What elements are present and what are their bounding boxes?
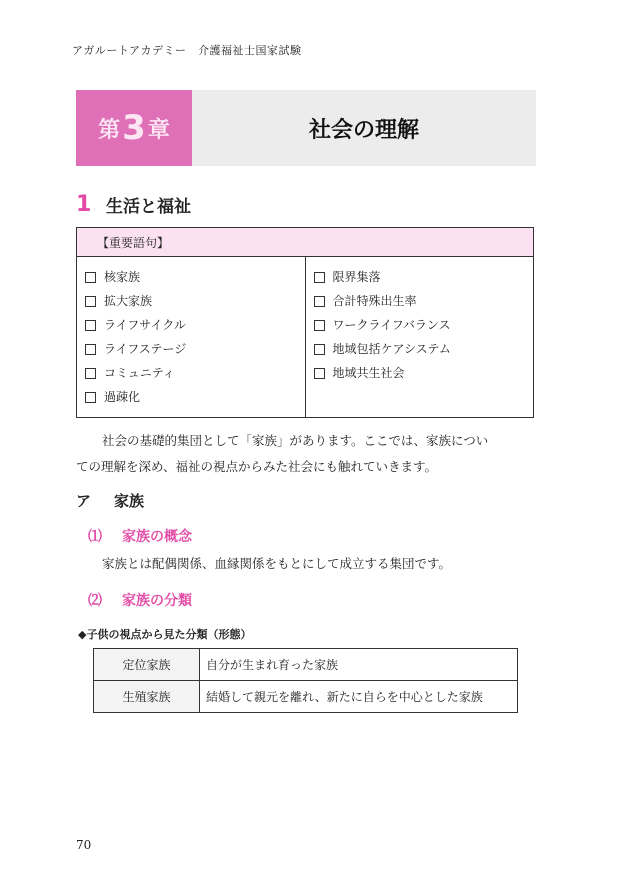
concept-title: 家族の概念 bbox=[122, 529, 192, 545]
checkbox-icon[interactable] bbox=[85, 320, 96, 331]
checkbox-icon[interactable] bbox=[314, 320, 325, 331]
section-number: 1 bbox=[76, 192, 92, 217]
key-term-item[interactable]: ワークライフバランス bbox=[314, 313, 534, 337]
key-term-item[interactable]: 合計特殊出生率 bbox=[314, 289, 534, 313]
table-cell-description: 自分が生まれ育った家族 bbox=[200, 649, 518, 681]
concept-heading bbox=[88, 526, 192, 546]
key-terms-heading: 【重要語句】 bbox=[77, 228, 533, 257]
table-row bbox=[94, 649, 518, 681]
chapter-banner bbox=[76, 90, 536, 166]
key-terms-left-column bbox=[77, 257, 305, 417]
classification-marker: ⑵ bbox=[88, 593, 102, 609]
subsection-marker: ア bbox=[76, 492, 92, 510]
table-cell-label: 定位家族 bbox=[94, 649, 200, 681]
classification-title: 家族の分類 bbox=[122, 593, 192, 609]
key-term-item[interactable]: 拡大家族 bbox=[85, 289, 305, 313]
key-term-item[interactable]: 地域共生社会 bbox=[314, 361, 534, 385]
key-term-item[interactable]: 限界集落 bbox=[314, 265, 534, 289]
checkbox-icon[interactable] bbox=[85, 272, 96, 283]
checkbox-icon[interactable] bbox=[314, 272, 325, 283]
key-term-item[interactable]: 核家族 bbox=[85, 265, 305, 289]
page-number: 70 bbox=[76, 838, 92, 852]
checkbox-icon[interactable] bbox=[85, 368, 96, 379]
table-row bbox=[94, 681, 518, 713]
checkbox-icon[interactable] bbox=[85, 392, 96, 403]
intro-line-2: ての理解を深め、福祉の視点からみた社会にも触れていきます。 bbox=[76, 459, 438, 474]
checkbox-icon[interactable] bbox=[314, 296, 325, 307]
key-term-item[interactable]: コミュニティ bbox=[85, 361, 305, 385]
classification-table bbox=[93, 648, 518, 713]
classification-heading bbox=[88, 590, 192, 610]
checkbox-icon[interactable] bbox=[314, 344, 325, 355]
key-terms-box bbox=[76, 227, 534, 418]
section-heading bbox=[76, 192, 191, 217]
checkbox-icon[interactable] bbox=[314, 368, 325, 379]
key-term-item[interactable]: 地域包括ケアシステム bbox=[314, 337, 534, 361]
intro-paragraph bbox=[76, 428, 536, 480]
key-term-item[interactable]: ライフステージ bbox=[85, 337, 305, 361]
section-title: 生活と福祉 bbox=[106, 197, 191, 217]
checkbox-icon[interactable] bbox=[85, 296, 96, 307]
subsection-title: 家族 bbox=[114, 492, 145, 510]
chapter-number: 3 bbox=[122, 108, 146, 148]
table-cell-description: 結婚して親元を離れ、新たに自らを中心とした家族 bbox=[200, 681, 518, 713]
classification-table-heading: ◆子供の視点から見た分類（形態） bbox=[78, 628, 252, 641]
chapter-badge bbox=[76, 90, 192, 166]
subsection-heading bbox=[76, 490, 144, 511]
key-term-item[interactable]: ライフサイクル bbox=[85, 313, 305, 337]
concept-text: 家族とは配偶関係、血縁関係をもとにして成立する集団です。 bbox=[102, 556, 452, 571]
key-terms-right-column bbox=[305, 257, 534, 417]
key-term-item[interactable]: 過疎化 bbox=[85, 385, 305, 409]
checkbox-icon[interactable] bbox=[85, 344, 96, 355]
chapter-label-suffix: 章 bbox=[147, 117, 170, 143]
chapter-label-prefix: 第 bbox=[98, 117, 121, 143]
intro-line-1: 社会の基礎的集団として「家族」があります。ここでは、家族につい bbox=[102, 433, 489, 448]
running-header: アガルートアカデミー 介護福祉士国家試験 bbox=[72, 44, 302, 57]
table-cell-label: 生殖家族 bbox=[94, 681, 200, 713]
concept-marker: ⑴ bbox=[88, 529, 102, 545]
chapter-title: 社会の理解 bbox=[308, 117, 419, 143]
